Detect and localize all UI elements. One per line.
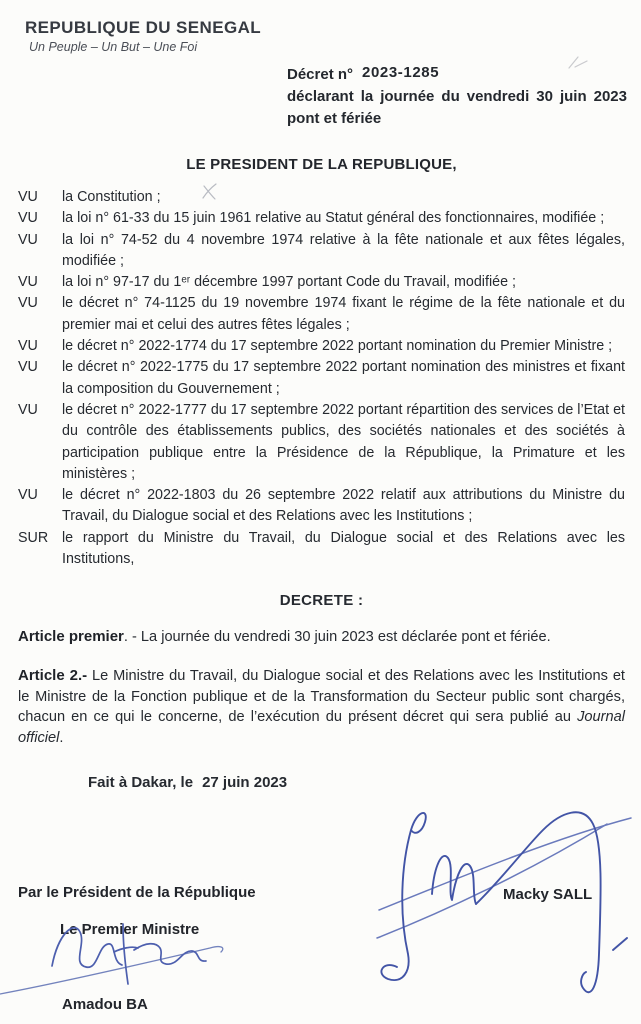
decree-number: 2023-1285 [362,64,440,81]
article-1 [18,627,625,648]
place-date-value: 27 juin 2023 [202,774,288,792]
visa-text: le décret n° 2022-1775 du 17 septembre 2022 portant nomination des ministres et fixant la composition du Gouvernement ; [62,359,625,397]
pm-signature [0,918,258,1006]
article-2-period: . [59,729,64,746]
visa-label: VU [18,274,38,291]
visa-label: VU [18,295,38,312]
visa-label: VU [18,401,38,418]
visa-row [18,528,625,571]
visa-row [18,400,625,485]
article-2 [18,666,625,748]
visa-row [18,357,625,400]
visa-row [18,293,625,336]
visa-label: VU [18,189,38,205]
article-1-text: . - La journée du vendredi 30 juin 2023 est déclarée pont et fériée. [123,629,551,646]
visa-row [18,208,625,229]
journal-officiel-italic: Journal officiel [18,709,625,746]
visa-label: VU [18,210,38,227]
decree-subject: déclarant la journée du vendredi 30 juin 2023 pont et fériée [287,88,627,127]
visa-row [18,187,625,208]
constitution-handwritten-mark [199,183,219,201]
president-signature [375,772,637,1016]
republic-title: REPUBLIQUE DU SENEGAL [25,18,262,37]
visa-text: le décret n° 2022-1803 du 26 septembre 2022 relatif aux attributions du Ministre du Travail, du Dialogue social et des Relations avec les Institutions ; [62,487,625,525]
stray-pencil-mark [566,52,592,72]
visa-text: la loi n° 61-33 du 15 juin 1961 relative au Statut général des fonctionnaires, modifiée ; [62,210,605,227]
visa-label: VU [18,487,38,504]
visa-list [18,187,625,570]
visa-row [18,272,625,293]
visa-label: VU [18,231,38,248]
place-date-label: Fait à Dakar, le [88,774,194,792]
visa-row [18,230,625,273]
pm-title: Le Premier Ministre [60,921,200,938]
article-2-label: Article 2.- [18,666,88,684]
visa-text: le décret n° 2022-1777 du 17 septembre 2022 portant répartition des services de l’Etat et du contrôle des établissements publics, des sociétés nationales et des sociétés à participation publique entre la Présidence de la République, la Primature et les ministères ; [62,401,625,482]
pm-name: Amadou BA [62,996,148,1013]
visa-label: SUR [18,529,49,546]
visa-text: le décret n° 74-1125 du 19 novembre 1974 fixant le régime de la fête nationale et du premier mai et celui des autres fêtes légales ; [62,295,625,333]
by-president-label: Par le Président de la République [18,884,256,901]
visa-row [18,485,625,528]
visa-text: la loi n° 74-52 du 4 novembre 1974 relative à la fête nationale et aux fêtes légales, modifiée ; [62,231,625,269]
salutation-line: LE PRESIDENT DE LA REPUBLIQUE, [186,156,457,173]
visa-text: le décret n° 2022-1774 du 17 septembre 2022 portant nomination du Premier Ministre ; [62,338,613,355]
visa-label: VU [18,359,38,376]
national-motto: Un Peuple – Un But – Une Foi [29,40,198,54]
letterhead [18,18,625,54]
visa-text: le rapport du Ministre du Travail, du Dialogue social et des Relations avec les Institutions, [62,529,625,568]
article-2-text: Le Ministre du Travail, du Dialogue social et des Relations avec les Institutions et le Ministre de la Fonction publique et de la Transformation du Secteur public sont chargés, chacun en ce qui le concerne, de l’exécution du présent décret qui sera publié au [18,667,625,726]
visa-text: la loi n° 97-17 du 1ᵉʳ décembre 1997 portant Code du Travail, modifiée ; [62,274,516,291]
visa-label: VU [18,338,38,355]
decree-number-label: Décret n° [287,66,354,83]
decrete-heading: DECRETE : [279,592,364,610]
visa-text: la Constitution ; [62,189,161,205]
visa-row [18,336,625,357]
decree-heading [287,64,627,130]
article-1-label: Article premier [18,628,124,646]
president-name: Macky SALL [503,886,593,903]
